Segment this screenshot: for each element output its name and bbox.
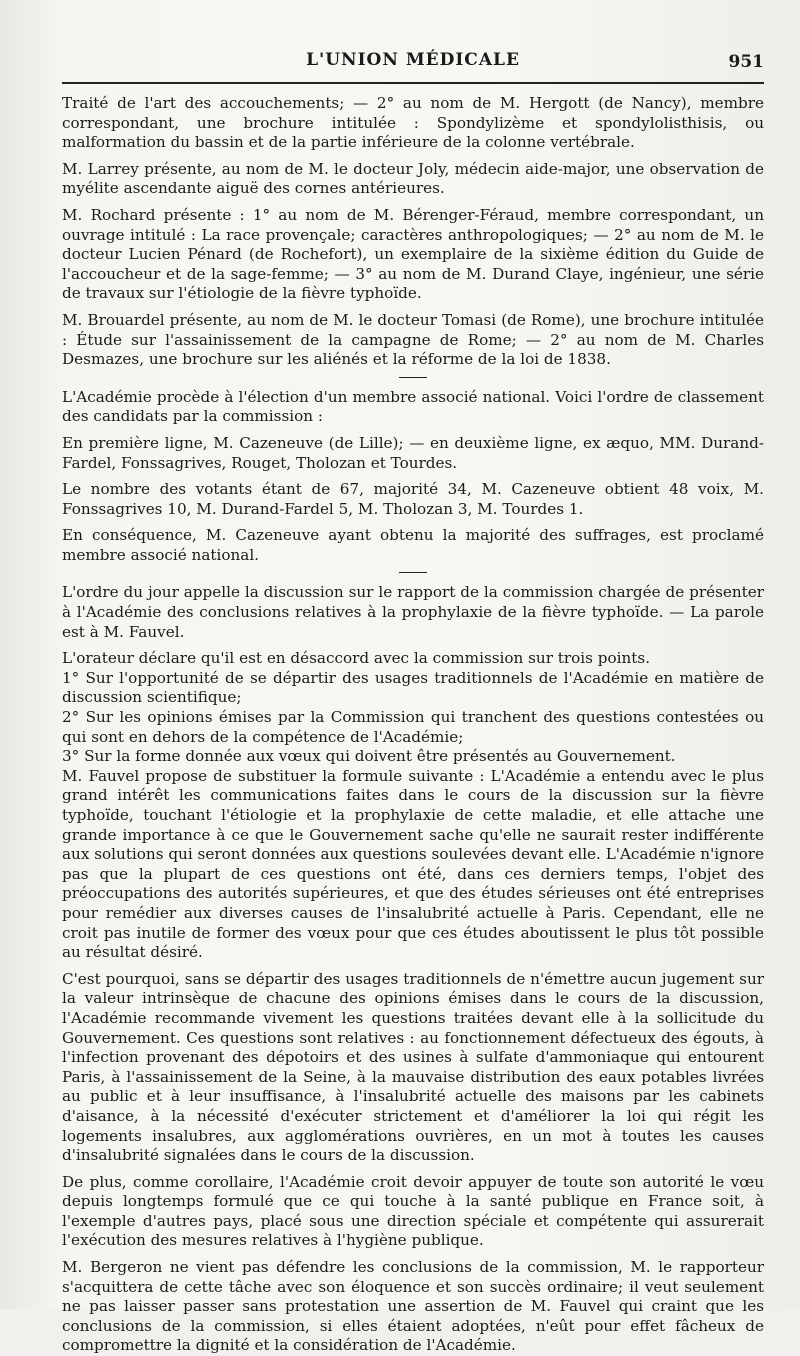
paragraph-traite: Traité de l'art des accouchements; — 2° au nom de M. Hergott (de Nancy), membre correspondant, une brochure intitulée : Spondylizème et spondylolisthisis, ou malformation du bassin et de la partie inférieure de la colonne vertébrale. — [62, 94, 764, 152]
paragraph-bergeron: M. Bergeron ne vient pas défendre les conclusions de la commission, M. le rapporteur s'acquittera de cette tâche avec son éloquence et son succès ordinaire; il veut seulement ne pas laisser passer sans protestation une assertion de M. Fauvel qui craint que les conclusions de la commission, si elles étaient adoptées, n'eût pour effet fâcheux de compromettre la dignité et la considération de l'Académie. — [62, 1258, 764, 1355]
paragraph-de-plus: De plus, comme corollaire, l'Académie croit devoir appuyer de toute son autorité le vœu depuis longtemps formulé que ce qui touche à la santé publique en France soit, à l'exemple d'autres pays, placé sous une direction spéciale et compétente qui assurerait l'exécution des mesures relatives à l'hygiène publique. — [62, 1172, 764, 1250]
point-1: 1° Sur l'opportunité de se départir des usages traditionnels de l'Académie en matière de discussion scientifique; — [62, 668, 764, 707]
page-number: 951 — [728, 52, 764, 72]
paragraph-result: En conséquence, M. Cazeneuve ayant obtenu la majorité des suffrages, est proclamé membre associé national. — [62, 526, 764, 564]
point-3: 3° Sur la forme donnée aux vœux qui doivent être présentés au Gouvernement. — [62, 747, 676, 766]
paragraph-larrey: M. Larrey présente, au nom de M. le docteur Joly, médecin aide-major, une observation de myélite ascendante aiguë des cornes antérieures. — [62, 159, 764, 198]
paragraph-rochard: M. Rochard présente : 1° au nom de M. Bérenger-Féraud, membre correspondant, un ouvrage intitulé : La race provençale; caractères anthropologiques; — 2° au nom de M. le docteur Lucien Pénard (de Rochefort), un exemplaire de la sixième édition du Guide de l'accoucheur et de la sage-femme; — 3° au nom de M. Durand Claye, ingénieur, une série de travaux sur l'étiologie de la fièvre typhoïde. — [62, 205, 764, 303]
running-title: L'UNION MÉDICALE — [306, 50, 520, 70]
body-text — [62, 94, 764, 1356]
section-separator — [399, 377, 427, 378]
section-separator — [399, 572, 427, 573]
page-header — [62, 44, 764, 80]
paragraph-desaccord: L'orateur déclare qu'il est en désaccord avec la commission sur trois points. — [62, 649, 651, 668]
paragraph-election: L'Académie procède à l'élection d'un membre associé national. Voici l'ordre de classement des candidats par la commission : — [62, 387, 764, 426]
header-rule — [62, 82, 764, 84]
paragraph-votes: Le nombre des votants étant de 67, majorité 34, M. Cazeneuve obtient 48 voix, M. Fonssagrives 10, M. Durand-Fardel 5, M. Tholozan 3, M. Tourdes 1. — [62, 480, 764, 518]
paragraph-brouardel: M. Brouardel présente, au nom de M. le docteur Tomasi (de Rome), une brochure intitulée : Étude sur l'assainissement de la campagne de Rome; — 2° au nom de M. Charles Desmazes, une brochure sur les aliénés et la réforme de la loi de 1838. — [62, 310, 764, 369]
paragraph-cest-pourquoi: C'est pourquoi, sans se départir des usages traditionnels de n'émettre aucun jugement sur la valeur intrinsèque de chacune des opinions émises dans le cours de la discussion, l'Académie recommande vivement les questions traitées devant elle à la sollicitude du Gouvernement. Ces questions sont relatives : au fonctionnement défectueux des égouts, à l'infection provenant des dépotoirs et des usines à sulfate d'ammoniaque qui entourent Paris, à l'assainissement de la Seine, à la mauvaise distribution des eaux potables livrées au public et à leur insuffisance, à l'insalubrité actuelle des maisons par les cabinets d'aisance, à la nécessité d'exécuter strictement et d'améliorer la loi qui régit les logements insalubres, aux agglomérations ouvrières, en un mot à toutes les causes d'insalubrité signalées dans le cours de la discussion. — [62, 969, 764, 1165]
point-2: 2° Sur les opinions émises par la Commission qui tranchent des questions contestées ou qui sont en dehors de la compétence de l'Académie; — [62, 708, 764, 746]
paragraph-fauvel-formule: M. Fauvel propose de substituer la formule suivante : L'Académie a entendu avec le plus grand intérêt les communications faites dans le cours de la discussion sur la fièvre typhoïde, touchant l'étiologie et la prophylaxie de cette maladie, et elle attache une grande importance à ce que le Gouvernement sache qu'elle ne saurait rester indifférente aux solutions qui seront données aux questions soulevées devant elle. L'Académie n'ignore pas que la plupart de ces questions ont été, dans ces derniers temps, l'objet des préoccupations des autorités supérieures, et que des études sérieuses ont été entreprises pour remédier aux diverses causes de l'insalubrité actuelle à Paris. Cependant, elle ne croit pas inutile de former des vœux pour que ces études aboutissent le plus tôt possible au résultat désiré. — [62, 766, 764, 962]
paragraph-candidates: En première ligne, M. Cazeneuve (de Lille); — en deuxième ligne, ex æquo, MM. Durand-Fardel, Fonssagrives, Rouget, Tholozan et Tourdes. — [62, 433, 764, 472]
paragraph-ordre-du-jour: L'ordre du jour appelle la discussion sur le rapport de la commission chargée de présenter à l'Académie des conclusions relatives à la prophylaxie de la fièvre typhoïde. — La parole est à M. Fauvel. — [62, 583, 764, 641]
